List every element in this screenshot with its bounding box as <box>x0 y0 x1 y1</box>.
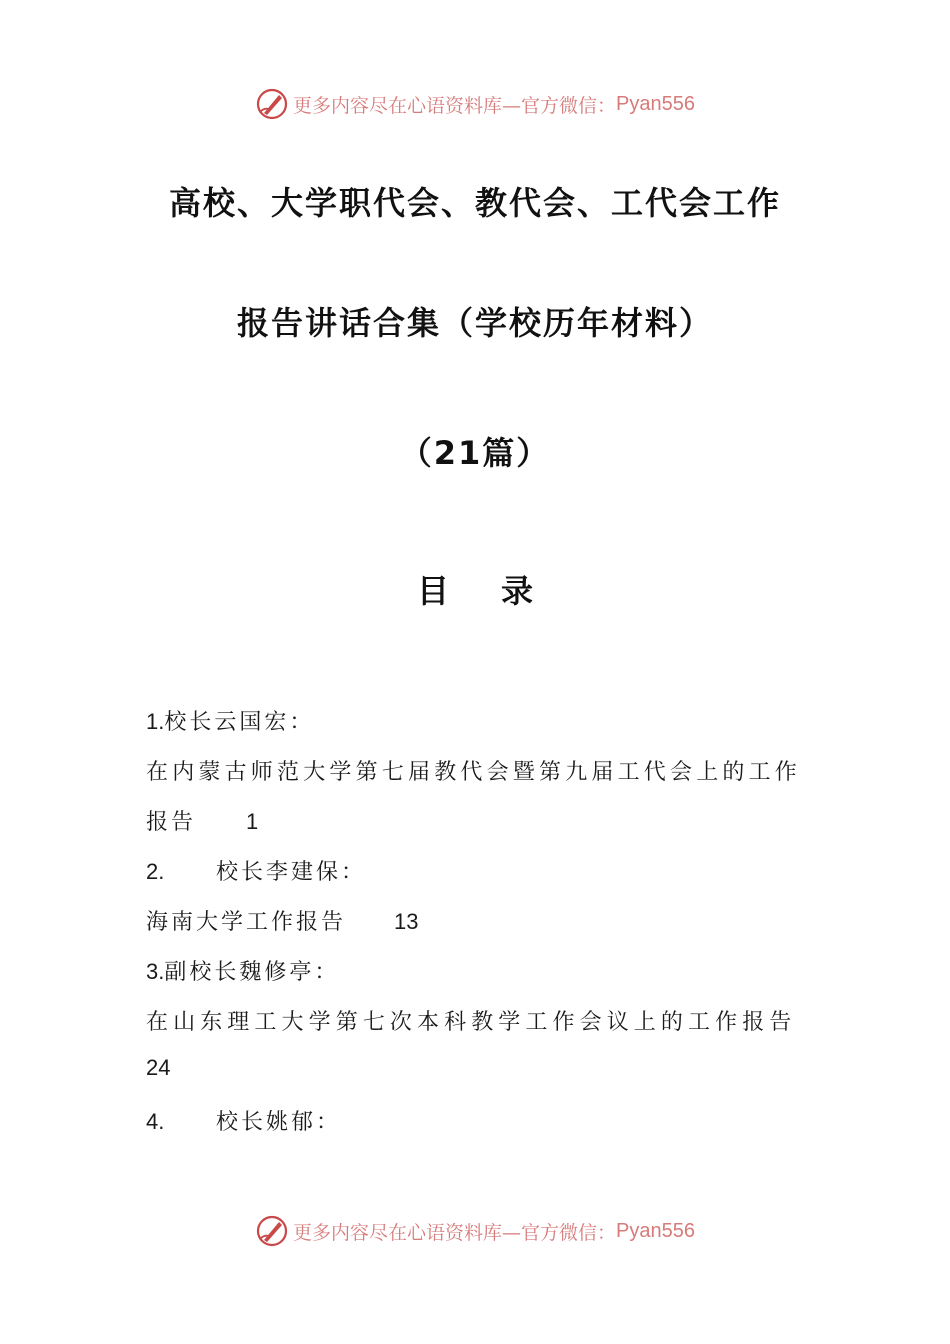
toc-entry-speaker: 校长云国宏： <box>164 710 315 735</box>
toc-entry-1-speaker <box>146 705 314 736</box>
document-title-line-2: 报告讲话合集（学校历年材料） <box>236 304 713 342</box>
document-title-line-1: 高校、大学职代会、教代会、工代会工作 <box>168 184 781 222</box>
watermark-wechat-id: Pyan556 <box>616 92 695 115</box>
toc-entry-speaker: 校长姚郁： <box>216 1110 342 1135</box>
document-title-line-3: （21篇） <box>399 434 551 472</box>
watermark-text: 更多内容尽在心语资料库—官方微信： <box>293 1221 617 1244</box>
toc-entry-number: 2. <box>146 859 165 884</box>
watermark-wechat-id: Pyan556 <box>616 1219 695 1242</box>
toc-entry-speaker: 校长李建保： <box>216 860 367 885</box>
toc-entry-3-speaker <box>146 955 339 986</box>
toc-heading <box>0 566 950 612</box>
toc-entry-number: 4. <box>146 1109 165 1134</box>
toc-entry-2-speaker <box>146 855 366 886</box>
toc-entry-3-title: 在山东理工大学第七次本科教学工作会议上的工作报告 <box>146 1010 797 1035</box>
toc-entry-title-continued: 报告 <box>146 810 197 835</box>
toc-entry-1-title-cont <box>146 805 258 836</box>
toc-entry-number: 3. <box>146 959 165 984</box>
toc-entry-number: 1. <box>146 709 165 734</box>
toc-entry-speaker: 副校长魏修亭： <box>164 960 340 985</box>
toc-entry-3-page <box>146 1055 170 1081</box>
quill-logo-icon <box>255 1214 289 1248</box>
watermark-header <box>0 84 950 124</box>
toc-entry-4-speaker <box>146 1105 341 1136</box>
toc-entry-page: 24 <box>146 1055 171 1080</box>
toc-entry-title: 海南大学工作报告 <box>146 910 347 935</box>
toc-entry-page: 13 <box>394 909 419 934</box>
watermark-text: 更多内容尽在心语资料库—官方微信： <box>293 94 617 117</box>
quill-logo-icon <box>255 87 289 121</box>
toc-entry-1-title: 在内蒙古师范大学第七届教代会暨第九届工代会上的工作 <box>146 760 802 785</box>
watermark-footer <box>0 1211 950 1251</box>
toc-heading-left: 目 <box>416 572 449 610</box>
toc-heading-right: 录 <box>501 572 534 610</box>
toc-entry-page: 1 <box>246 809 259 834</box>
toc-entry-2-title <box>146 905 419 936</box>
